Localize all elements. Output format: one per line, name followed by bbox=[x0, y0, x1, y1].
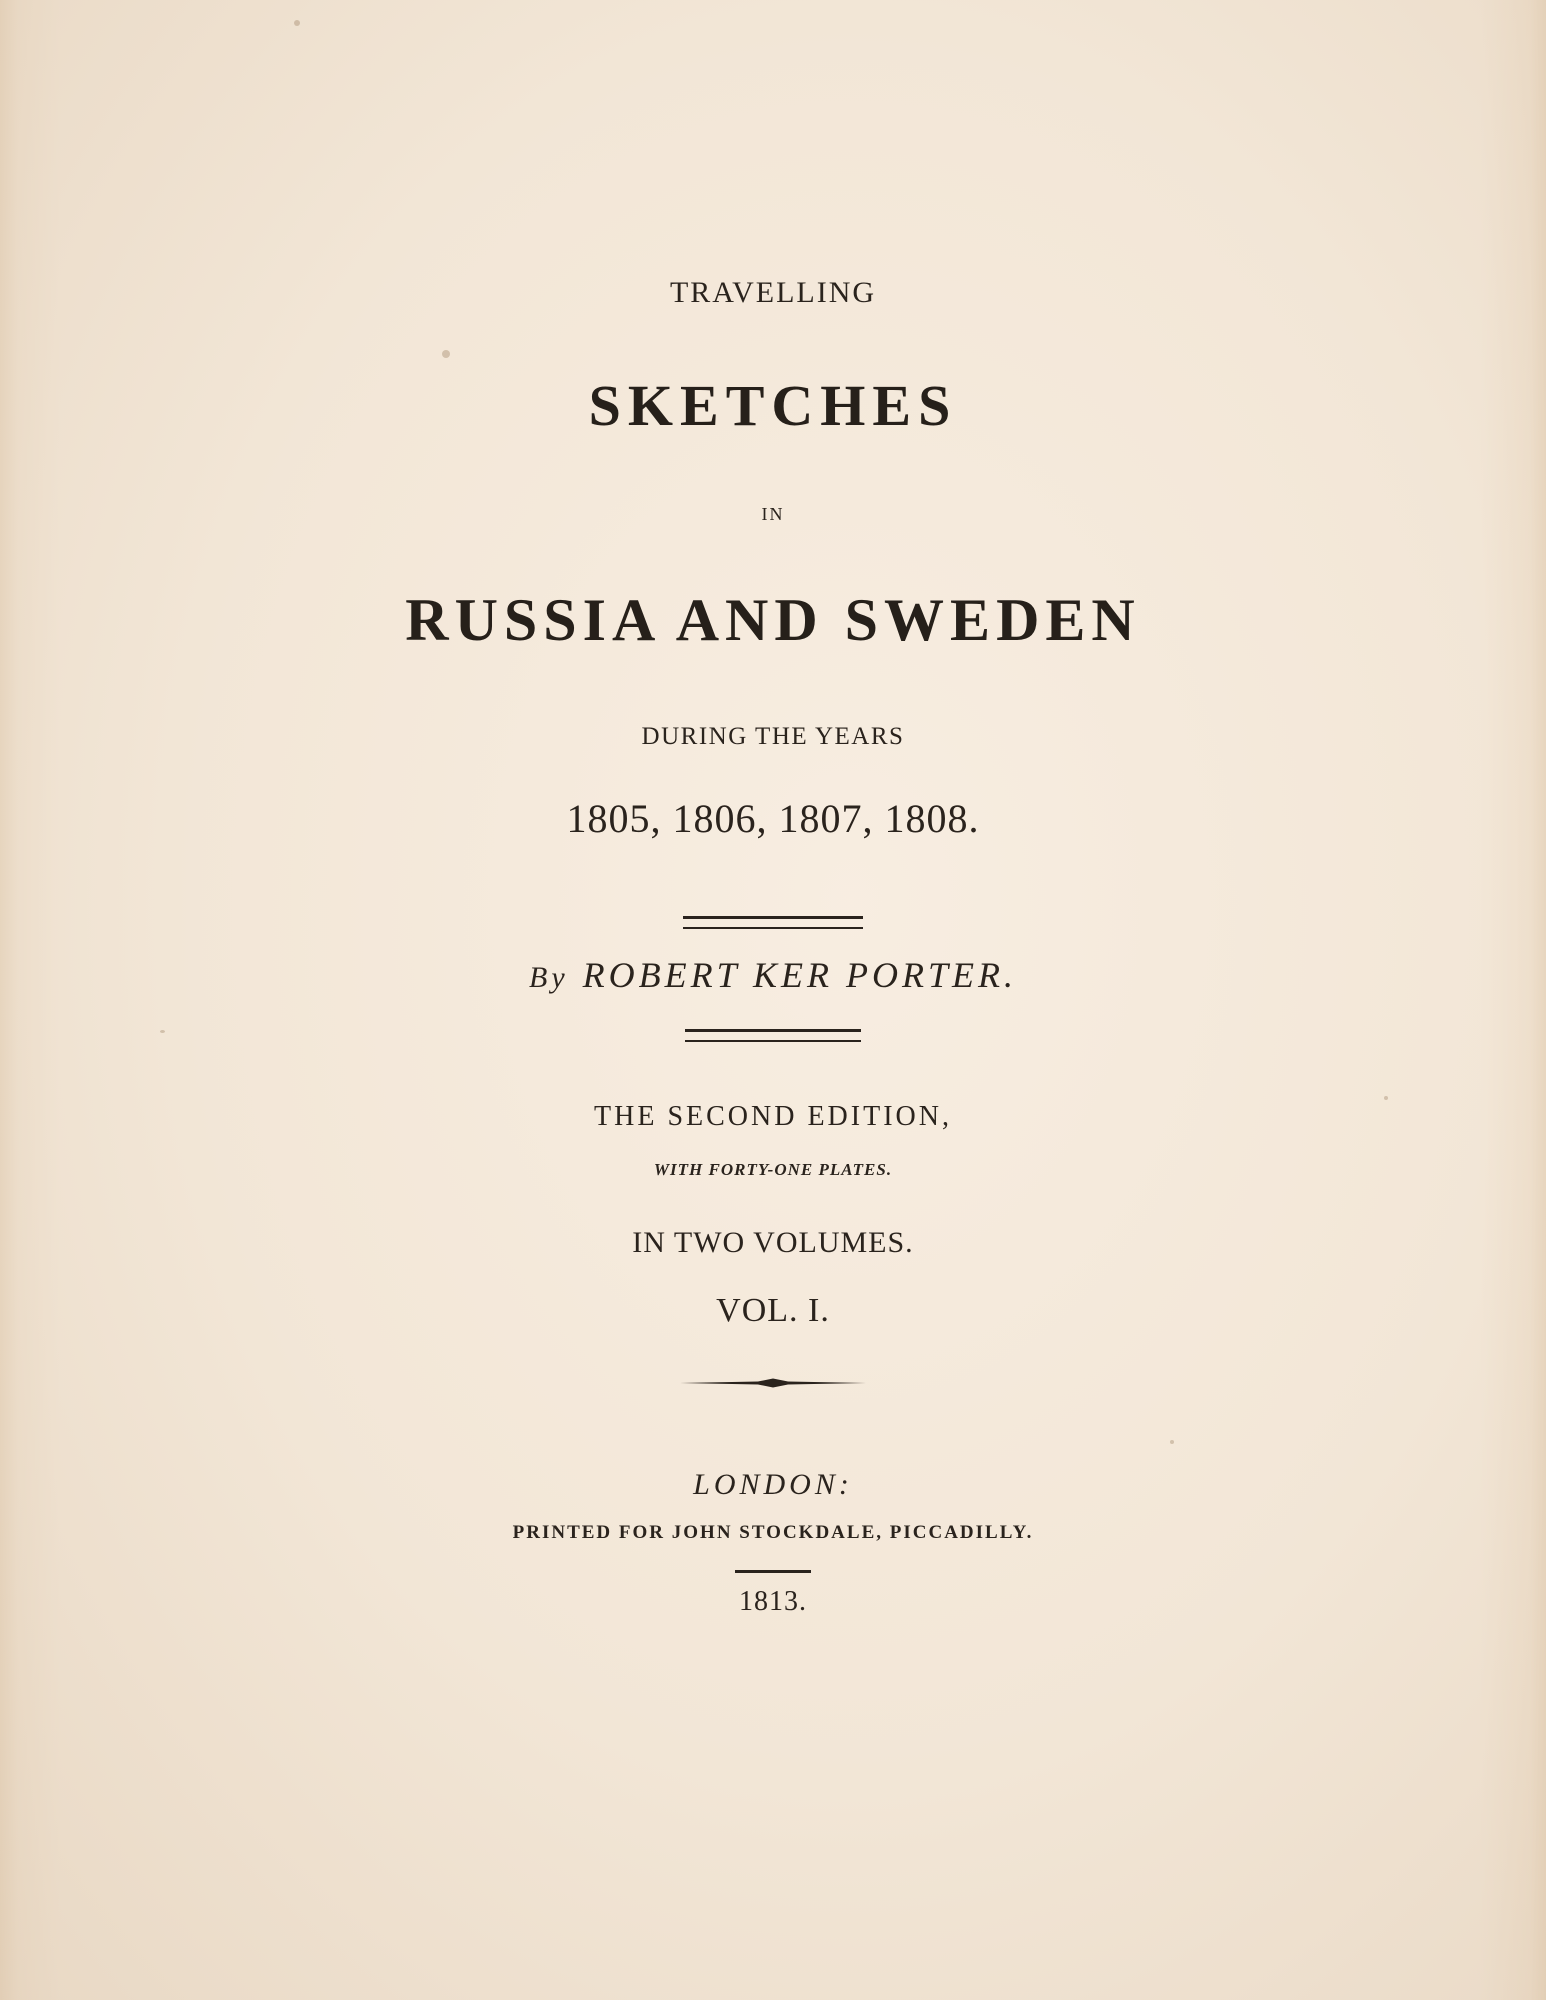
volumes-line: IN TWO VOLUMES. bbox=[632, 1226, 914, 1259]
edition-line: THE SECOND EDITION, bbox=[594, 1101, 952, 1132]
volume-number: VOL. I. bbox=[716, 1292, 830, 1329]
foxing-spot bbox=[442, 350, 450, 358]
foxing-spot bbox=[1170, 1440, 1174, 1444]
imprint-printer: PRINTED FOR JOHN STOCKDALE, PICCADILLY. bbox=[512, 1522, 1034, 1543]
imprint-year: 1813. bbox=[739, 1586, 807, 1617]
foxing-spot bbox=[294, 20, 300, 26]
title-line-sketches: SKETCHES bbox=[588, 373, 958, 438]
single-rule bbox=[735, 1570, 811, 1573]
foxing-spot bbox=[160, 1030, 165, 1033]
foxing-spot bbox=[1384, 1096, 1388, 1100]
author-line bbox=[0, 954, 1546, 996]
imprint-place: LONDON: bbox=[693, 1468, 853, 1501]
author-name: ROBERT KER PORTER. bbox=[582, 955, 1017, 995]
title-line-in: IN bbox=[761, 504, 785, 524]
subtitle-years: 1805, 1806, 1807, 1808. bbox=[566, 796, 980, 841]
author-prefix: By bbox=[529, 961, 569, 994]
double-rule-bottom bbox=[685, 1029, 861, 1042]
double-rule-top bbox=[683, 916, 863, 929]
title-line-travelling: TRAVELLING bbox=[669, 276, 877, 309]
ornamental-rule bbox=[678, 1376, 868, 1390]
plates-line: WITH FORTY-ONE PLATES. bbox=[653, 1160, 893, 1179]
subtitle-during-the-years: DURING THE YEARS bbox=[641, 723, 905, 750]
title-line-russia-and-sweden: RUSSIA AND SWEDEN bbox=[405, 587, 1141, 653]
